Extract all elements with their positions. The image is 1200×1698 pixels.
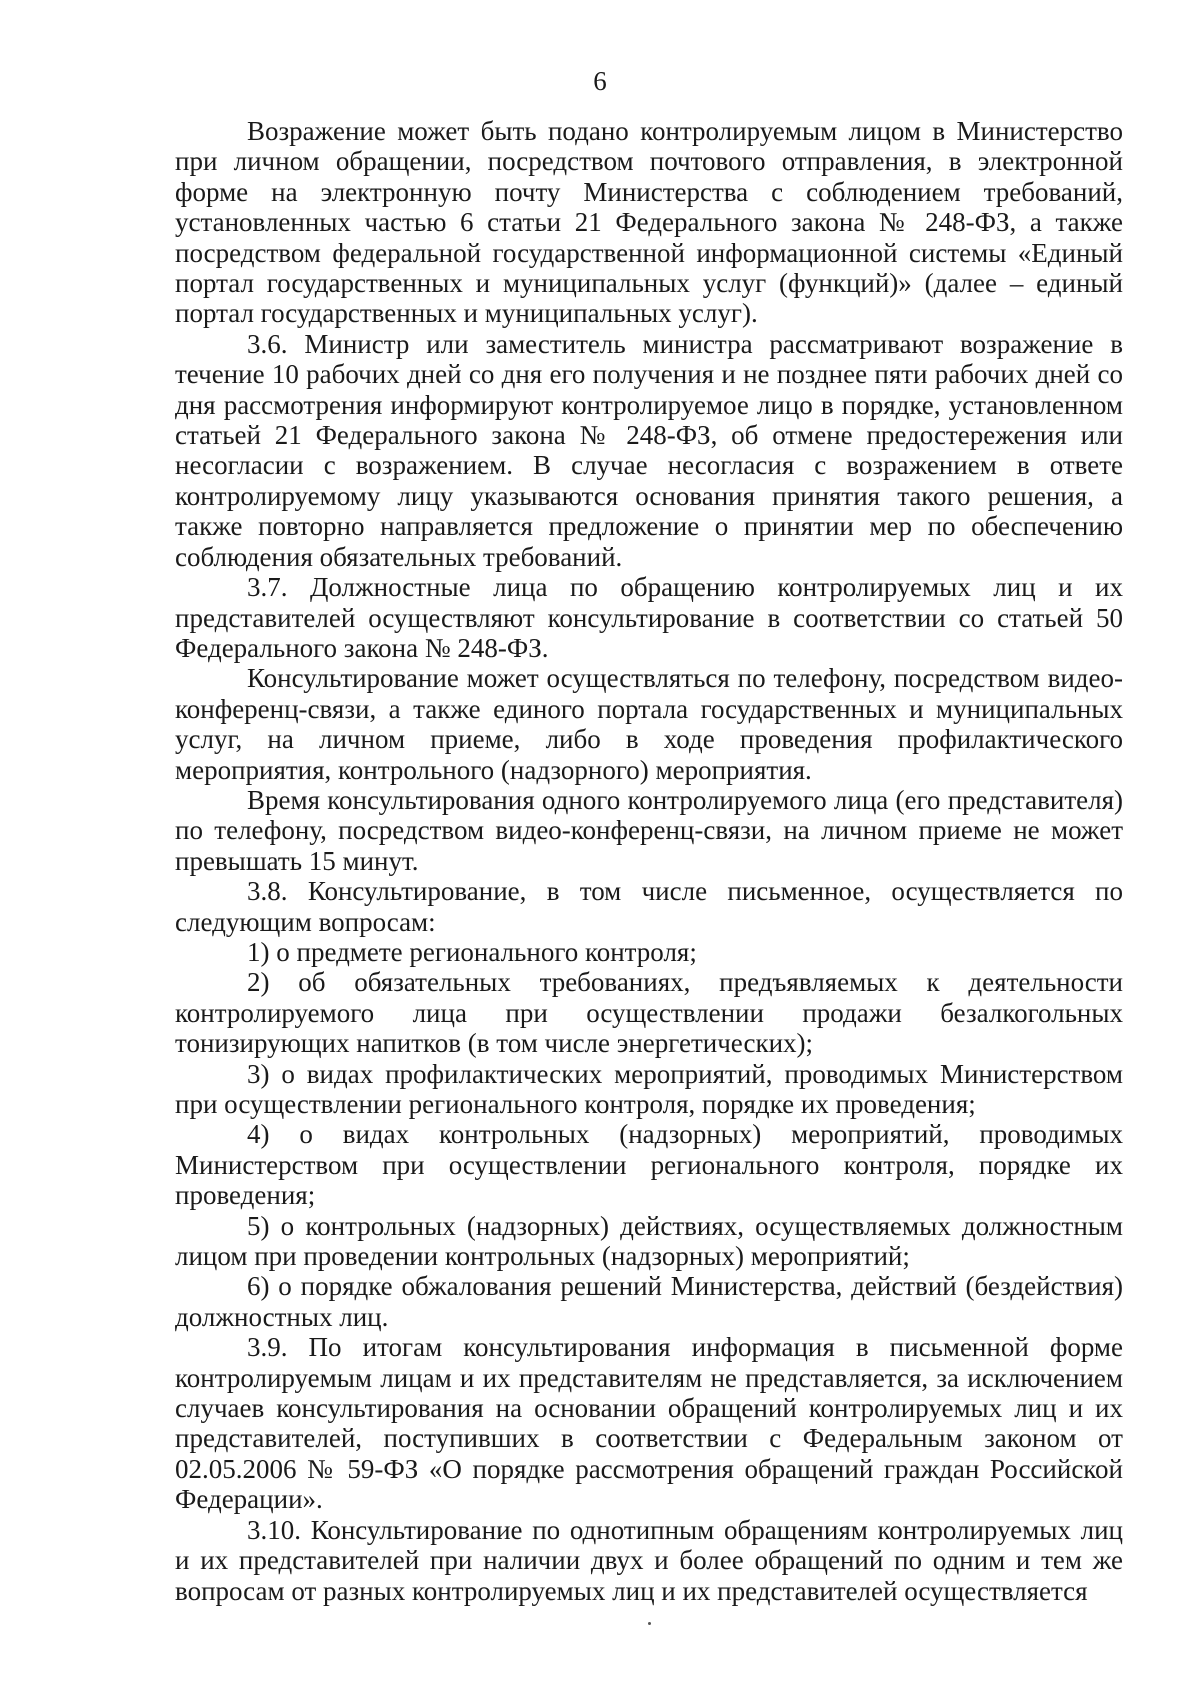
list-item-6: 6) о порядке обжалования решений Министерства, действий (бездействия) должностных лиц. <box>175 1271 1123 1332</box>
document-body <box>175 116 1123 1606</box>
paragraph-3-6: 3.6. Министр или заместитель министра рассматривают возражение в течение 10 рабочих дней со дня его получения и не позднее пяти рабочих дней со дня рассмотрения информируют контролируемое лицо в порядке, установленном статьей 21 Федерального закона № 248-ФЗ, об отмене предостережения или несогласии с возражением. В случае несогласия с возражением в ответе контролируемому лицу указываются основания принятия такого решения, а также повторно направляется предложение о принятии мер по обеспечению соблюдения обязательных требований. <box>175 328 1123 572</box>
list-item-2: 2) об обязательных требованиях, предъявляемых к деятельности контролируемого лица при осуществлении продажи безалкогольных тонизирующих напитков (в том числе энергетических); <box>175 967 1123 1059</box>
paragraph-3-9: 3.9. По итогам консультирования информация в письменной форме контролируемым лицам и их представителям не представляется, за исключением случаев консультирования на основании обращений контролируемых лиц и их представителей, поступивших в соответствии с Федеральным законом от 02.05.2006 № 59-ФЗ «О порядке рассмотрения обращений граждан Российской Федерации». <box>175 1332 1123 1515</box>
list-item-5: 5) о контрольных (надзорных) действиях, осуществляемых должностным лицом при проведении контрольных (надзорных) мероприятий; <box>175 1210 1123 1272</box>
scan-artifact-dot <box>648 1622 651 1625</box>
list-item-3: 3) о видах профилактических мероприятий, проводимых Министерством при осуществлении регионального контроля, порядке их проведения; <box>175 1058 1123 1119</box>
paragraph-consultation-time: Время консультирования одного контролируемого лица (его представителя) по телефону, посредством видео-конференц-связи, на личном приеме не может превышать 15 минут. <box>175 784 1123 876</box>
paragraph-3-7: 3.7. Должностные лица по обращению контролируемых лиц и их представителей осуществляют консультирование в соответствии со статьей 50 Федерального закона № 248-ФЗ. <box>175 572 1123 663</box>
paragraph-consultation-channels: Консультирование может осуществляться по телефону, посредством видео-конференц-связи, а также единого портала государственных и муниципальных услуг, на личном приеме, либо в ходе проведения профилактического мероприятия, контрольного (надзорного) мероприятия. <box>175 663 1123 785</box>
list-item-4: 4) о видах контрольных (надзорных) мероприятий, проводимых Министерством при осуществлении регионального контроля, порядке их проведения; <box>175 1119 1123 1211</box>
list-item-1: 1) о предмете регионального контроля; <box>247 936 697 967</box>
paragraph-objection-submission: Возражение может быть подано контролируемым лицом в Министерство при личном обращении, посредством почтового отправления, в электронной форме на электронную почту Министерства с соблюдением требований, установленных частью 6 статьи 21 Федерального закона № 248-ФЗ, а также посредством федеральной государственной информационной системы «Единый портал государственных и муниципальных услуг (функций)» (далее – единый портал государственных и муниципальных услуг). <box>175 116 1123 329</box>
paragraph-3-8: 3.8. Консультирование, в том числе письменное, осуществляется по следующим вопросам: <box>175 876 1123 937</box>
page-number: 6 <box>593 66 607 96</box>
paragraph-3-10: 3.10. Консультирование по однотипным обращениям контролируемых лиц и их представителей при наличии двух и более обращений по одним и тем же вопросам от разных контролируемых лиц и их представителей осуществляется <box>175 1514 1123 1606</box>
